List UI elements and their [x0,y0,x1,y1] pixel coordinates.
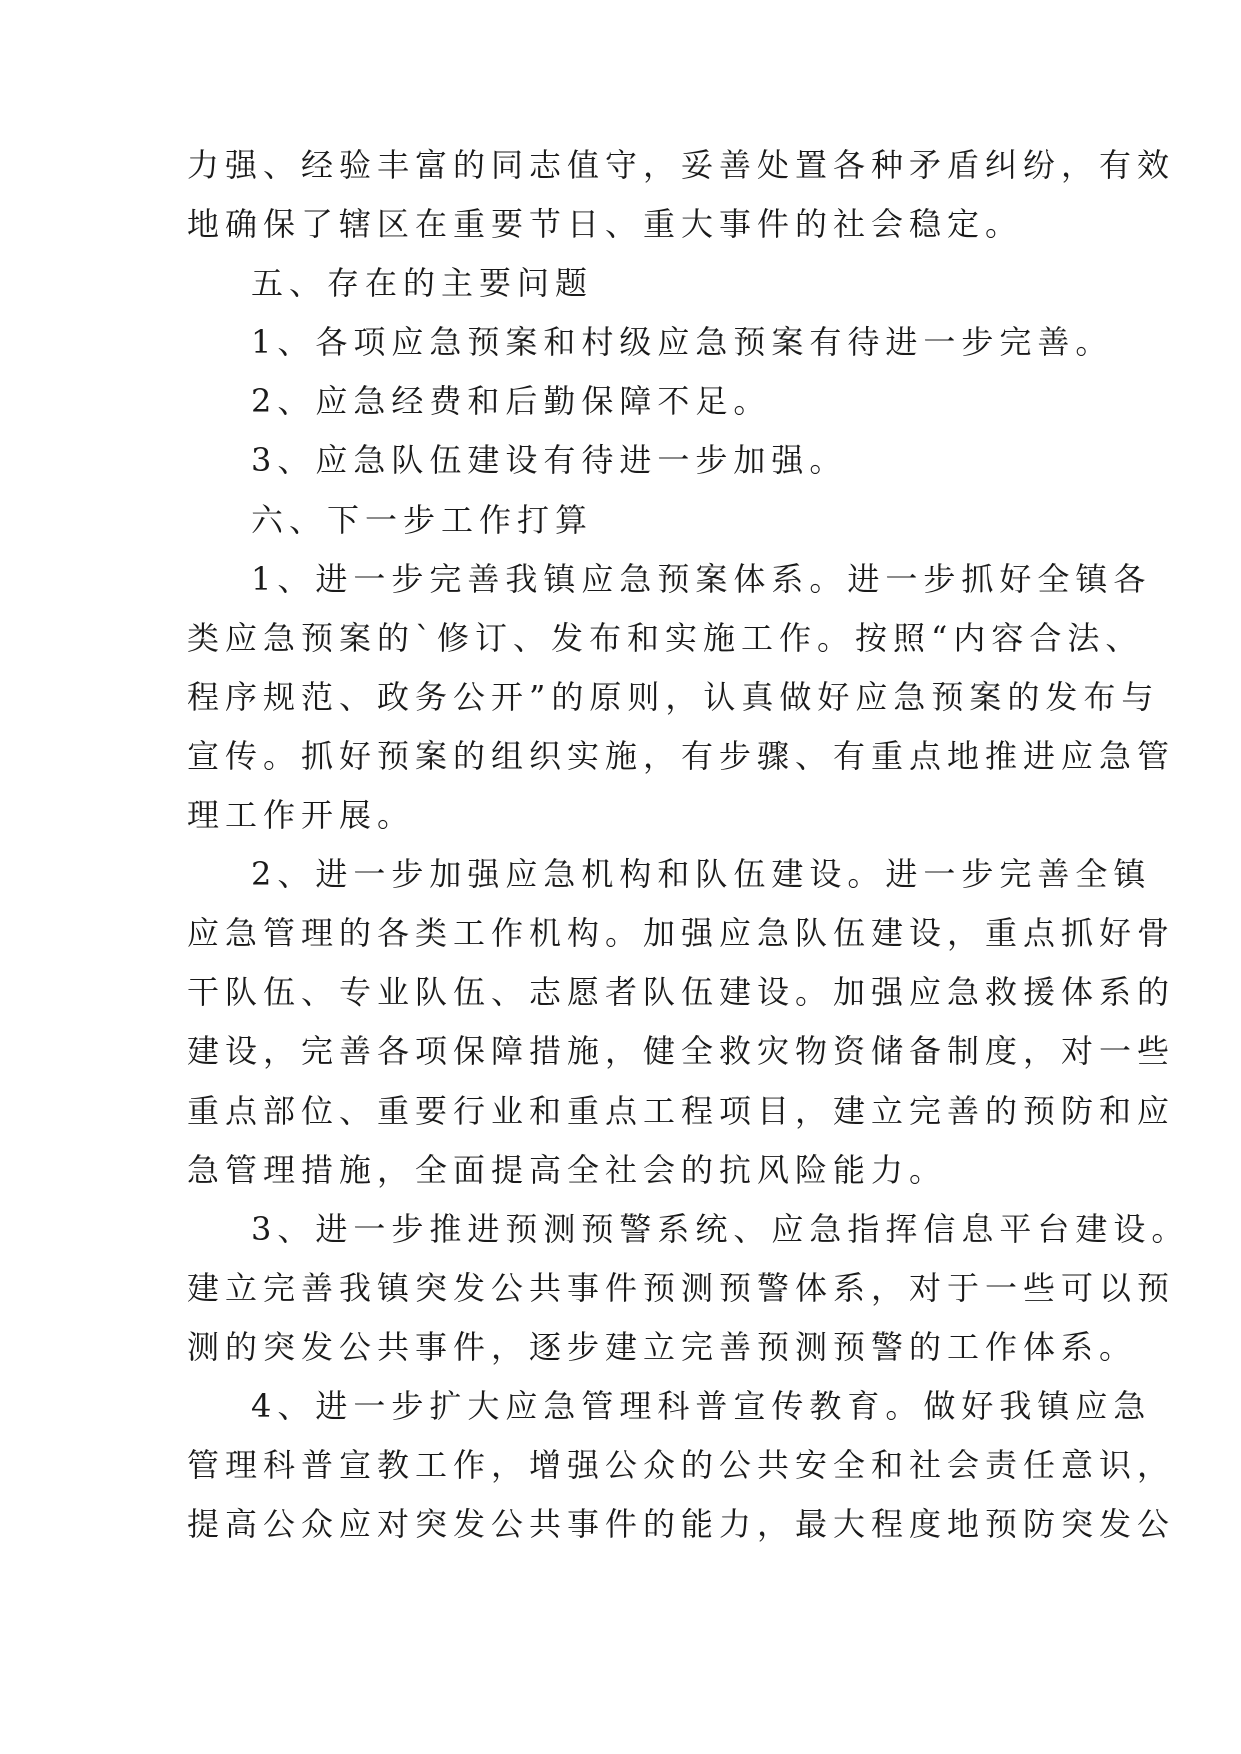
text-line: 管理科普宣教工作，增强公众的公共安全和社会责任意识， [187,1446,1176,1485]
text-line: 提高公众应对突发公共事件的能力，最大程度地预防突发公 [187,1505,1176,1544]
text-line: 1、进一步完善我镇应急预案体系。进一步抓好全镇各 [251,559,1152,598]
text-line: 3、应急队伍建设有待进一步加强。 [251,441,848,480]
text-line: 建设，完善各项保障措施，健全救灾物资储备制度，对一些 [187,1032,1176,1071]
text-line: 理工作开展。 [187,796,416,835]
text-line: 地确保了辖区在重要节日、重大事件的社会稳定。 [187,205,1024,244]
text-line: 2、进一步加强应急机构和队伍建设。进一步完善全镇 [251,855,1152,894]
text-line: 1、各项应急预案和村级应急预案有待进一步完善。 [251,323,1114,362]
text-line: 力强、经验丰富的同志值守，妥善处置各种矛盾纠纷，有效 [187,146,1176,184]
text-line: 建立完善我镇突发公共事件预测预警体系，对于一些可以预 [187,1268,1176,1307]
text-line: 急管理措施，全面提高全社会的抗风险能力。 [187,1150,948,1189]
text-line: 宣传。抓好预案的组织实施，有步骤、有重点地推进应急管 [187,736,1176,775]
document-body [187,136,1190,1554]
text-line: 重点部位、重要行业和重点工程项目，建立完善的预防和应 [187,1091,1176,1130]
text-line: 程序规范、政务公开”的原则，认真做好应急预案的发布与 [187,677,1160,716]
text-line: 4、进一步扩大应急管理科普宣传教育。做好我镇应急 [251,1386,1152,1425]
text-line: 2、应急经费和后勤保障不足。 [251,382,772,421]
section-heading: 六、下一步工作打算 [251,500,594,539]
text-line: 干队伍、专业队伍、志愿者队伍建设。加强应急救援体系的 [187,973,1176,1012]
text-line: 测的突发公共事件，逐步建立完善预测预警的工作体系。 [187,1327,1138,1366]
section-heading: 五、存在的主要问题 [251,264,594,303]
text-line: 类应急预案的`修订、发布和实施工作。按照“内容合法、 [187,618,1144,657]
text-line: 3、进一步推进预测预警系统、应急指挥信息平台建设。 [251,1209,1190,1248]
text-line: 应急管理的各类工作机构。加强应急队伍建设，重点抓好骨 [187,914,1176,953]
